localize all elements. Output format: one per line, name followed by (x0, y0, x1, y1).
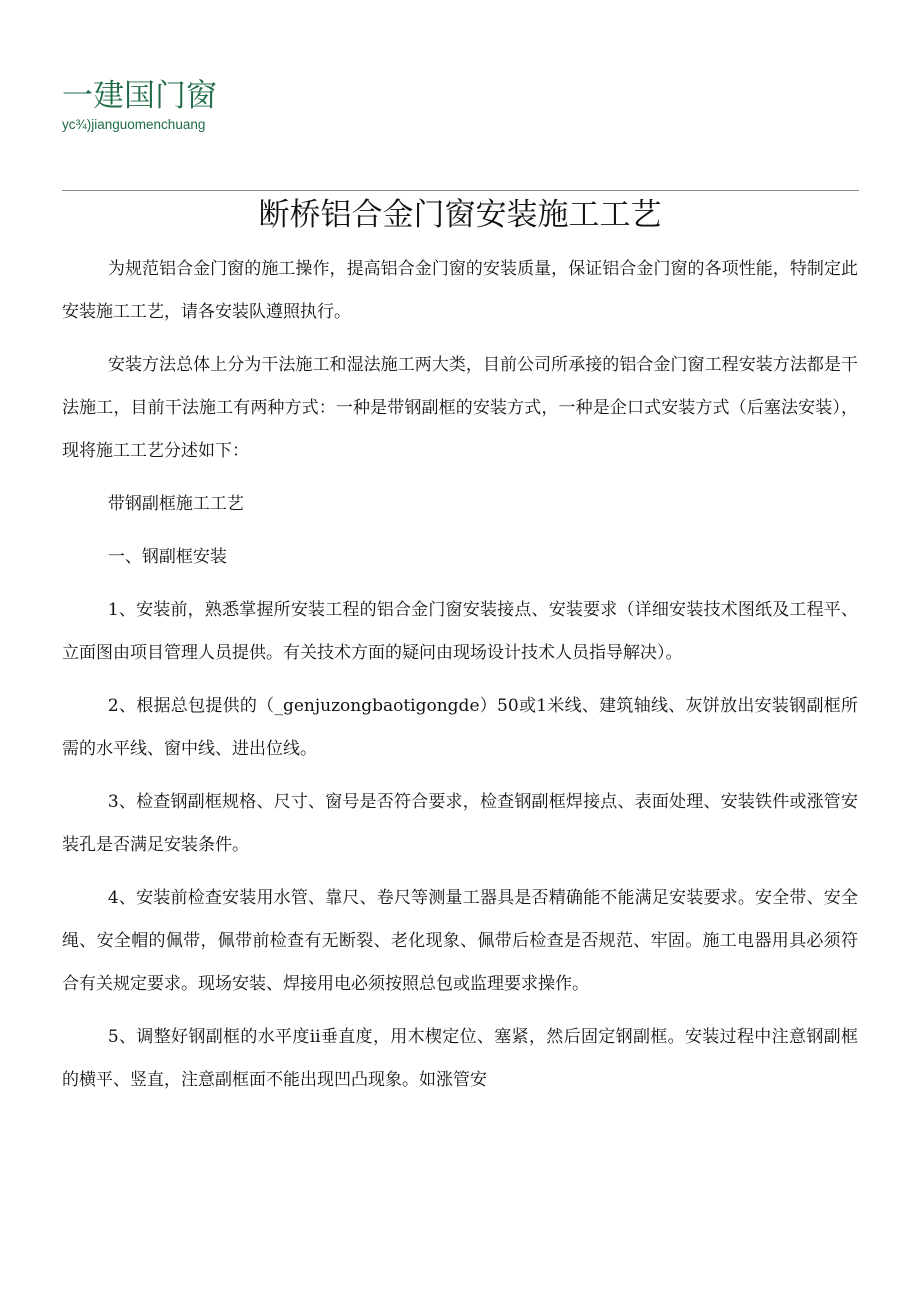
company-logo (62, 78, 217, 133)
document-title: 断桥铝合金门窗安装施工工艺 (258, 197, 662, 233)
step-1: 1、安装前，熟悉掌握所安装工程的铝合金门窗安装接点、安装要求（详细安装技术图纸及工程平、立面图由项目管理人员提供。有关技术方面的疑问由现场设计技术人员指导解决）。 (62, 600, 858, 663)
section-heading: 带钢副框施工工艺 (107, 494, 244, 514)
subsection-heading: 一、钢副框安装 (107, 547, 227, 567)
step-4: 4、安装前检查安装用水管、靠尺、卷尺等测量工器具是否精确能不能满足安装要求。安全带、安全绳、安全帽的佩带，佩带前检查有无断裂、老化现象、佩带后检查是否规范、牢固。施工电器用具必须符合有关规定要求。现场安装、焊接用电必须按照总包或监理要求操作。 (62, 888, 858, 994)
logo-chinese-text: 一建国门窗 (62, 78, 217, 114)
step-2: 2、根据总包提供的（_genjuzongbaotigongde）50或1米线、建筑轴线、灰饼放出安装钢副框所需的水平线、窗中线、进出位线。 (62, 696, 858, 759)
document-body (62, 248, 858, 1112)
logo-pinyin-text: yc¾)jianguomenchuang (62, 117, 206, 132)
step-3: 3、检查钢副框规格、尺寸、窗号是否符合要求，检查钢副框焊接点、表面处理、安装铁件或涨管安装孔是否满足安装条件。 (62, 792, 858, 855)
paragraph-intro: 为规范铝合金门窗的施工操作，提高铝合金门窗的安装质量，保证铝合金门窗的各项性能，特制定此安装施工工艺，请各安装队遵照执行。 (62, 259, 858, 322)
step-5: 5、调整好钢副框的水平度ii垂直度，用木楔定位、塞紧，然后固定钢副框。安装过程中注意钢副框的横平、竖直，注意副框面不能出现凹凸现象。如涨管安 (62, 1027, 858, 1090)
paragraph-methods: 安装方法总体上分为干法施工和湿法施工两大类，目前公司所承接的铝合金门窗工程安装方法都是干法施工，目前干法施工有两种方式：一种是带钢副框的安装方式，一种是企口式安装方式（后塞法安装），现将施工工艺分述如下： (62, 355, 858, 461)
header-divider (62, 190, 859, 191)
